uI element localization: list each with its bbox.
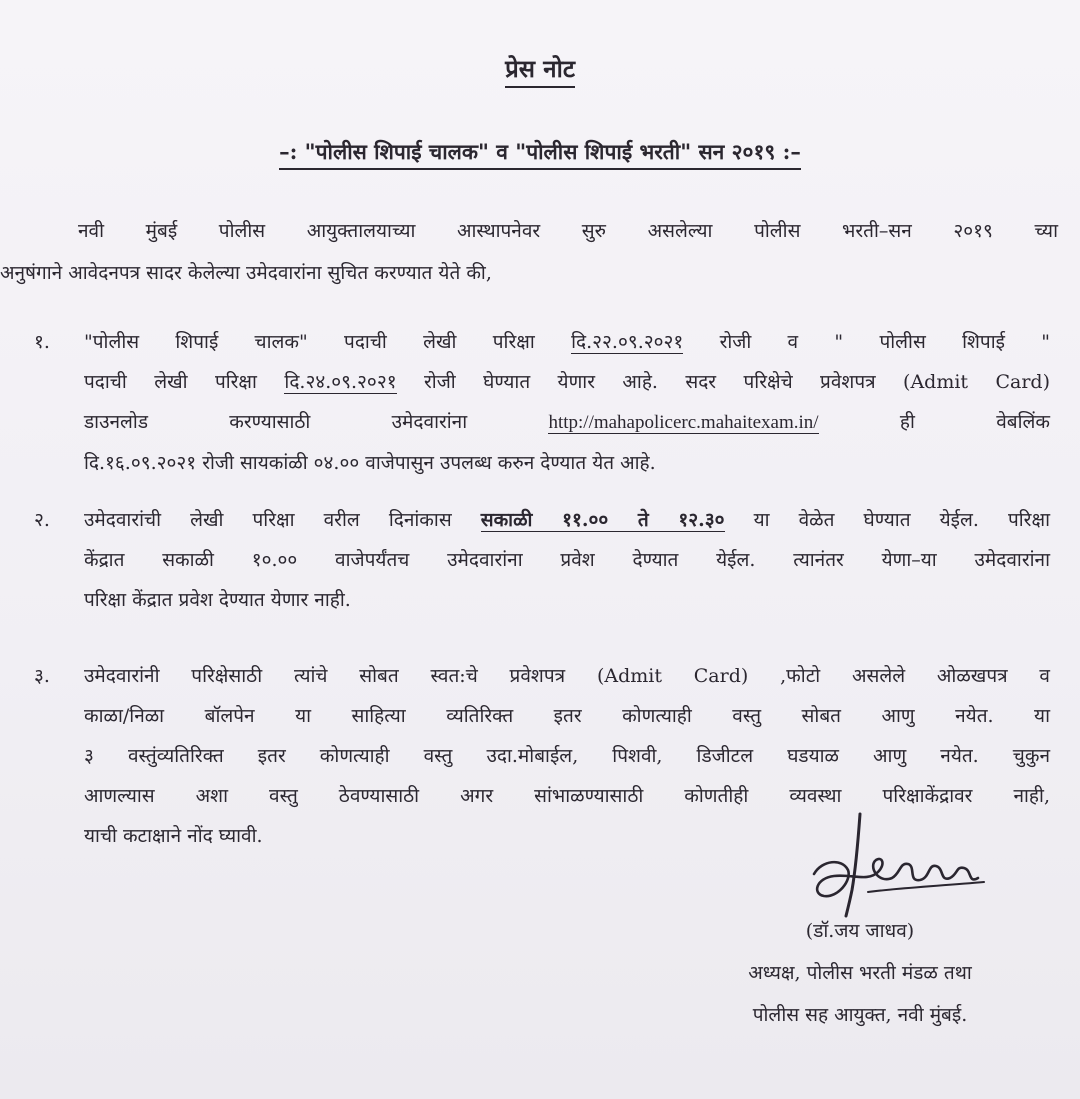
signatory-designation: अध्यक्ष, पोलीस भरती मंडळ तथा bbox=[748, 962, 972, 984]
text-run: डाउनलोड करण्यासाठी उमेदवारांना bbox=[84, 411, 468, 433]
point-text bbox=[84, 500, 1050, 620]
exam-date-driver: दि.२२.०९.२०२१ bbox=[571, 331, 684, 353]
text-run: पदाची लेखी परिक्षा bbox=[84, 371, 257, 393]
point-number: ३. bbox=[34, 665, 50, 687]
text-run: रोजी घेण्यात येणार आहे. सदर परिक्षेचे प्रवेशपत्र (Admit Card) bbox=[424, 371, 1050, 393]
exam-date-constable: दि.२४.०९.२०२१ bbox=[284, 371, 397, 393]
subtitle-text: –: "पोलीस शिपाई चालक" व "पोलीस शिपाई भरती" सन २०१९ :– bbox=[279, 139, 801, 170]
point-line: केंद्रात सकाळी १०.०० वाजेपर्यंतच उमेदवारांना प्रवेश देण्यात येईल. त्यानंतर येणा–या उमेदवारांना bbox=[84, 549, 1050, 571]
signatory-block bbox=[680, 910, 1040, 1036]
point-number: १. bbox=[34, 331, 50, 353]
point-1 bbox=[0, 322, 1080, 492]
intro-line-1: नवी मुंबई पोलीस आयुक्तालयाच्या आस्थापनेवर सुरु असलेल्या पोलीस भरती–सन २०१९ च्या bbox=[78, 220, 1058, 242]
text-run: ही वेबलिंक bbox=[899, 411, 1050, 433]
text-run: या वेळेत घेण्यात येईल. परिक्षा bbox=[753, 509, 1050, 531]
subtitle bbox=[0, 138, 1080, 166]
signatory-name: (डॉ.जय जाधव) bbox=[805, 920, 915, 942]
point-line bbox=[84, 362, 1050, 402]
signatory-designation: पोलीस सह आयुक्त, नवी मुंबई. bbox=[752, 1004, 968, 1026]
page-title bbox=[0, 52, 1080, 85]
point-line: काळा/निळा बॉलपेन या साहित्या व्यतिरिक्त इतर कोणत्याही वस्तु सोबत आणु नयेत. या bbox=[84, 705, 1050, 727]
intro-line-2: अनुषंगाने आवेदनपत्र सादर केलेल्या उमेदवारांना सुचित करण्यात येते की, bbox=[0, 262, 492, 284]
text-run: "पोलीस शिपाई चालक" पदाची लेखी परिक्षा bbox=[84, 331, 535, 353]
point-line: ३ वस्तुंव्यतिरिक्त इतर कोणत्याही वस्तु उदा.मोबाईल, पिशवी, डिजीटल घडयाळ आणु नयेत. चुकुन bbox=[84, 745, 1050, 767]
intro-paragraph bbox=[0, 210, 1058, 294]
title-text: प्रेस नोट bbox=[505, 54, 575, 88]
point-line bbox=[84, 322, 1050, 362]
point-line: परिक्षा केंद्रात प्रवेश देण्यात येणार नाही. bbox=[84, 589, 351, 611]
point-line: आणल्यास अशा वस्तु ठेवण्यासाठी अगर सांभाळण्यासाठी कोणतीही व्यवस्था परिक्षाकेंद्रावर नाही, bbox=[84, 785, 1050, 807]
point-number: २. bbox=[34, 509, 50, 531]
signature-image bbox=[808, 812, 1008, 922]
point-line: याची कटाक्षाने नोंद घ्यावी. bbox=[84, 825, 263, 847]
text-run: उमेदवारांची लेखी परिक्षा वरील दिनांकास bbox=[84, 509, 452, 531]
point-2 bbox=[0, 500, 1080, 630]
point-line bbox=[84, 402, 1050, 443]
point-line: दि.१६.०९.२०२१ रोजी सायकांळी ०४.०० वाजेपासुन उपलब्ध करुन देण्यात येत आहे. bbox=[84, 452, 656, 474]
admit-card-link[interactable]: http://mahapolicerc.mahaitexam.in/ bbox=[548, 412, 819, 433]
point-line bbox=[84, 500, 1050, 540]
point-text bbox=[84, 322, 1050, 483]
exam-time: सकाळी ११.०० ते १२.३० bbox=[480, 509, 725, 531]
text-run: रोजी व " पोलीस शिपाई " bbox=[719, 331, 1051, 353]
point-line: उमेदवारांनी परिक्षेसाठी त्यांचे सोबत स्वत:चे प्रवेशपत्र (Admit Card) ,फोटो असलेले ओळखपत्र व bbox=[84, 665, 1050, 687]
